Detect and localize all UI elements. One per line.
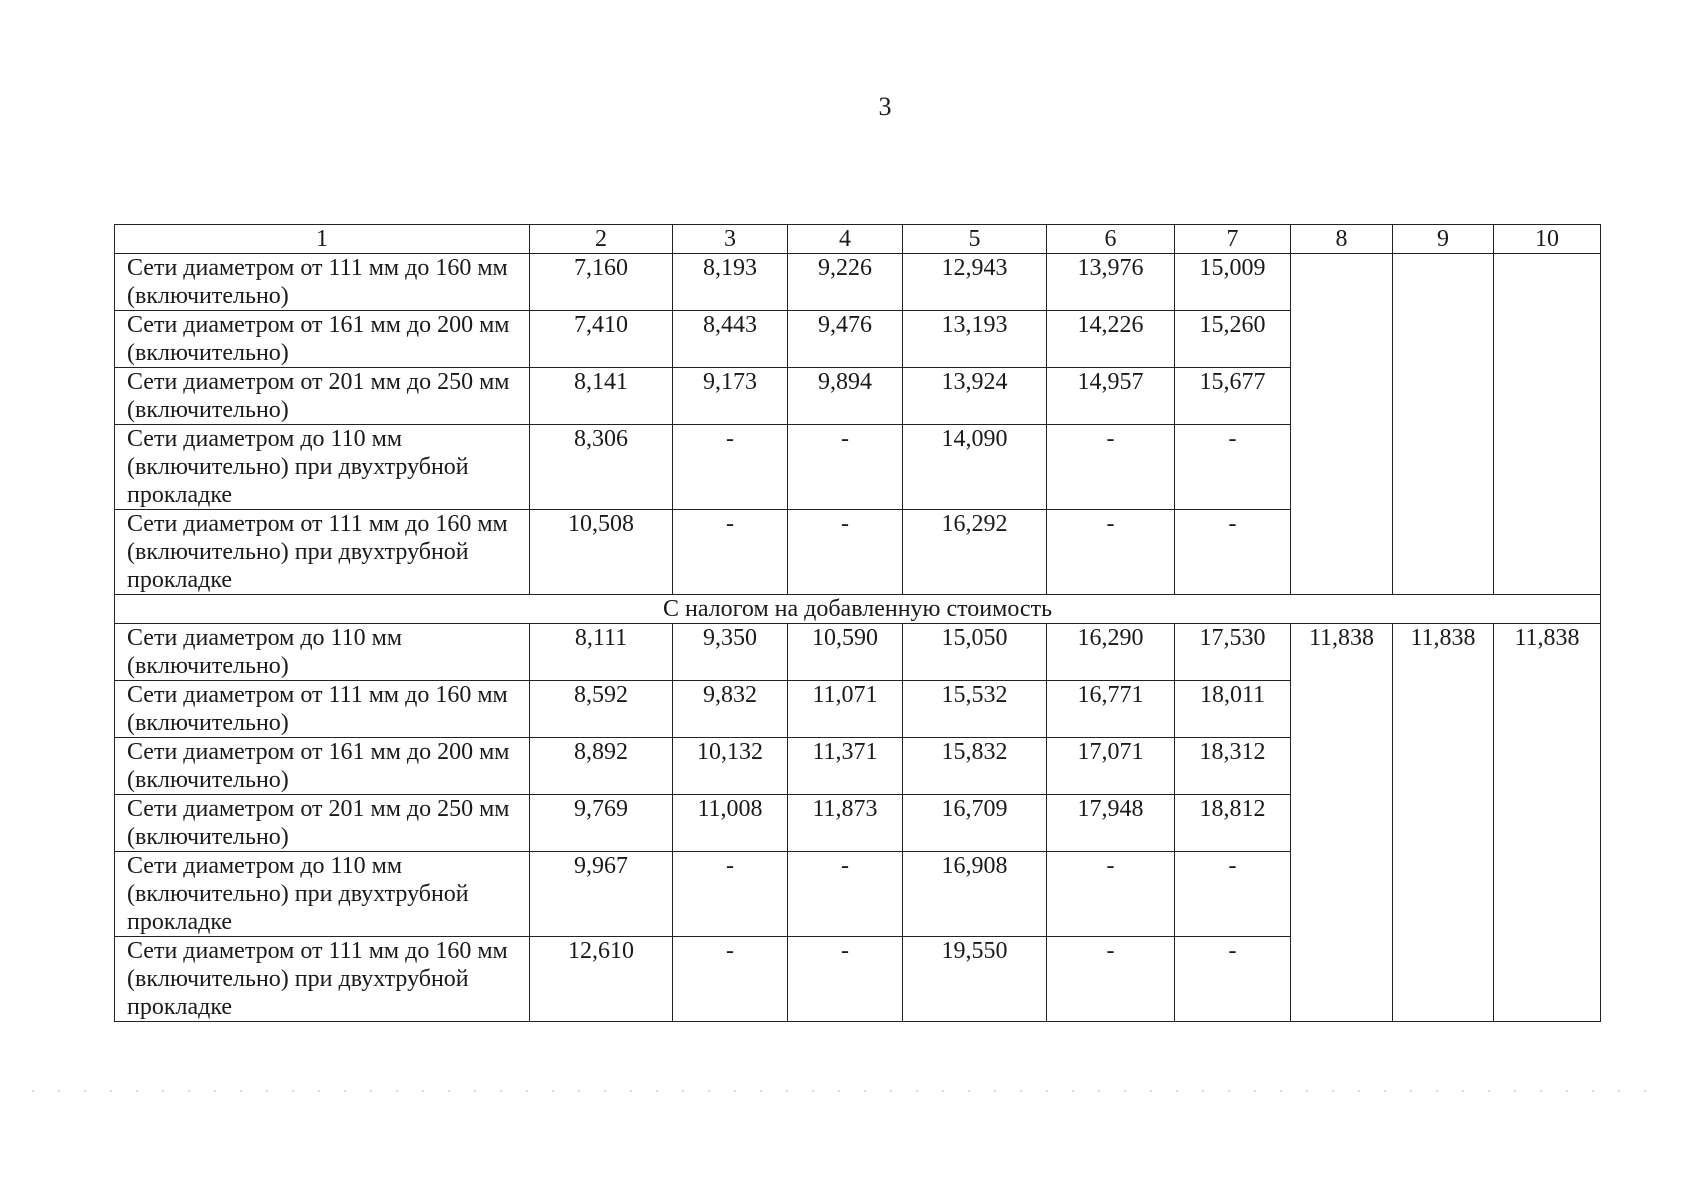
merged-empty-cell — [1291, 254, 1393, 595]
value-cell: 13,193 — [903, 311, 1047, 368]
value-cell: - — [1175, 425, 1291, 510]
value-cell: 12,610 — [530, 937, 673, 1022]
merged-value-cell: 11,838 — [1494, 624, 1601, 1022]
value-cell: 9,226 — [788, 254, 903, 311]
value-cell: 7,160 — [530, 254, 673, 311]
value-cell: 16,290 — [1047, 624, 1175, 681]
column-number-cell: 1 — [115, 225, 530, 254]
value-cell: 11,371 — [788, 738, 903, 795]
page-number: 3 — [878, 92, 892, 121]
value-cell: 12,943 — [903, 254, 1047, 311]
row-label-cell: Сети диаметром до 110 мм (включительно) — [115, 624, 530, 681]
value-cell: 9,476 — [788, 311, 903, 368]
header-row — [115, 225, 1601, 254]
value-cell: 15,260 — [1175, 311, 1291, 368]
value-cell: - — [673, 852, 788, 937]
value-cell: 10,508 — [530, 510, 673, 595]
value-cell: 18,312 — [1175, 738, 1291, 795]
value-cell: - — [1047, 425, 1175, 510]
value-cell: 8,111 — [530, 624, 673, 681]
value-cell: 15,677 — [1175, 368, 1291, 425]
value-cell: - — [1047, 510, 1175, 595]
value-cell: 15,532 — [903, 681, 1047, 738]
value-cell: - — [788, 852, 903, 937]
value-cell: 15,050 — [903, 624, 1047, 681]
value-cell: 11,873 — [788, 795, 903, 852]
table-row — [115, 254, 1601, 311]
value-cell: 9,769 — [530, 795, 673, 852]
value-cell: 9,967 — [530, 852, 673, 937]
table-row — [115, 624, 1601, 681]
value-cell: 9,350 — [673, 624, 788, 681]
row-label-cell: Сети диаметром от 161 мм до 200 мм (включительно) — [115, 738, 530, 795]
row-label-cell: Сети диаметром от 111 мм до 160 мм (включительно) при двухтрубной прокладке — [115, 937, 530, 1022]
value-cell: 16,709 — [903, 795, 1047, 852]
value-cell: 8,141 — [530, 368, 673, 425]
row-label-cell: Сети диаметром от 111 мм до 160 мм (включительно) — [115, 254, 530, 311]
value-cell: 10,590 — [788, 624, 903, 681]
value-cell: 19,550 — [903, 937, 1047, 1022]
tariff-table — [114, 224, 1601, 1022]
merged-empty-cell — [1494, 254, 1601, 595]
value-cell: - — [788, 510, 903, 595]
value-cell: 8,193 — [673, 254, 788, 311]
value-cell: 7,410 — [530, 311, 673, 368]
value-cell: 9,173 — [673, 368, 788, 425]
value-cell: - — [673, 425, 788, 510]
value-cell: 17,071 — [1047, 738, 1175, 795]
scan-artifact-dots — [20, 1090, 1660, 1092]
value-cell: 15,009 — [1175, 254, 1291, 311]
value-cell: 14,090 — [903, 425, 1047, 510]
merged-value-cell: 11,838 — [1291, 624, 1393, 1022]
column-number-cell: 4 — [788, 225, 903, 254]
column-number-cell: 8 — [1291, 225, 1393, 254]
value-cell: 11,071 — [788, 681, 903, 738]
value-cell: 9,894 — [788, 368, 903, 425]
value-cell: 8,592 — [530, 681, 673, 738]
value-cell: - — [1175, 510, 1291, 595]
column-number-cell: 2 — [530, 225, 673, 254]
value-cell: 8,443 — [673, 311, 788, 368]
value-cell: 11,008 — [673, 795, 788, 852]
row-label-cell: Сети диаметром от 111 мм до 160 мм (включительно) — [115, 681, 530, 738]
value-cell: 17,948 — [1047, 795, 1175, 852]
column-number-cell: 7 — [1175, 225, 1291, 254]
row-label-cell: Сети диаметром до 110 мм (включительно) при двухтрубной прокладке — [115, 852, 530, 937]
value-cell: 16,771 — [1047, 681, 1175, 738]
value-cell: - — [673, 510, 788, 595]
row-label-cell: Сети диаметром от 161 мм до 200 мм (включительно) — [115, 311, 530, 368]
column-number-cell: 5 — [903, 225, 1047, 254]
section-title-row — [115, 595, 1601, 624]
row-label-cell: Сети диаметром до 110 мм (включительно) при двухтрубной прокладке — [115, 425, 530, 510]
value-cell: - — [1175, 937, 1291, 1022]
value-cell: 9,832 — [673, 681, 788, 738]
value-cell: 18,812 — [1175, 795, 1291, 852]
value-cell: 13,976 — [1047, 254, 1175, 311]
value-cell: 15,832 — [903, 738, 1047, 795]
column-number-cell: 6 — [1047, 225, 1175, 254]
value-cell: - — [1047, 937, 1175, 1022]
column-number-cell: 10 — [1494, 225, 1601, 254]
value-cell: 14,226 — [1047, 311, 1175, 368]
value-cell: 10,132 — [673, 738, 788, 795]
value-cell: 17,530 — [1175, 624, 1291, 681]
value-cell: - — [673, 937, 788, 1022]
row-label-cell: Сети диаметром от 201 мм до 250 мм (включительно) — [115, 368, 530, 425]
merged-empty-cell — [1393, 254, 1494, 595]
row-label-cell: Сети диаметром от 111 мм до 160 мм (включительно) при двухтрубной прокладке — [115, 510, 530, 595]
value-cell: 18,011 — [1175, 681, 1291, 738]
column-number-cell: 3 — [673, 225, 788, 254]
value-cell: 8,892 — [530, 738, 673, 795]
value-cell: 14,957 — [1047, 368, 1175, 425]
value-cell: 16,908 — [903, 852, 1047, 937]
value-cell: - — [788, 937, 903, 1022]
value-cell: 13,924 — [903, 368, 1047, 425]
value-cell: - — [1175, 852, 1291, 937]
row-label-cell: Сети диаметром от 201 мм до 250 мм (включительно) — [115, 795, 530, 852]
value-cell: 8,306 — [530, 425, 673, 510]
column-number-cell: 9 — [1393, 225, 1494, 254]
value-cell: - — [788, 425, 903, 510]
value-cell: 16,292 — [903, 510, 1047, 595]
value-cell: - — [1047, 852, 1175, 937]
section-title-cell: С налогом на добавленную стоимость — [115, 595, 1601, 624]
merged-value-cell: 11,838 — [1393, 624, 1494, 1022]
